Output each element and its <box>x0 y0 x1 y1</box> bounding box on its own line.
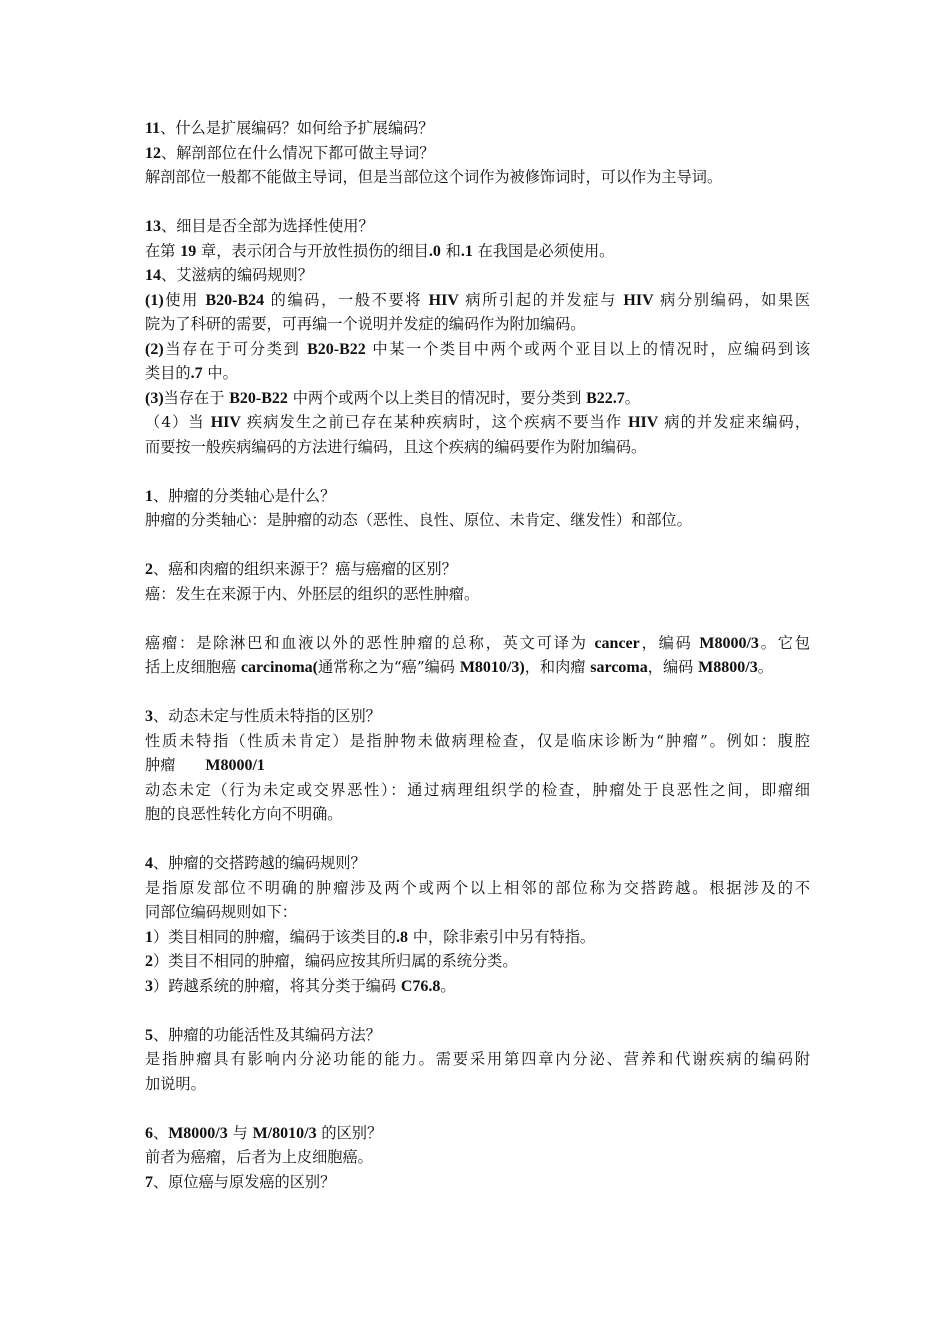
rule-14-4-line-2: 而要按一般疾病编码的方法进行编码，且这个疾病的编码要作为附加编码。 <box>145 437 647 456</box>
tumor-question-5: 5、肿瘤的功能活性及其编码方法？ <box>145 1025 381 1044</box>
paragraph-gap <box>145 533 810 558</box>
tumor-question-6: 6、M8000/3 与 M/8010/3 的区别？ <box>145 1123 383 1142</box>
question-12: 12、解剖部位在什么情况下都可做主导词？ <box>145 143 435 162</box>
question-11: 11、什么是扩展编码？如何给予扩展编码？ <box>145 119 434 137</box>
question-14: 14、艾滋病的编码规则？ <box>145 266 313 284</box>
tumor-question-7: 7、原位癌与原发癌的区别？ <box>145 1172 336 1191</box>
tumor-question-4: 4、肿瘤的交搭跨越的编码规则？ <box>145 854 366 872</box>
answer-13: 在第 19 章，表示闭合与开放性损伤的细目.0 和.1 在我国是必须使用。 <box>145 241 615 260</box>
tumor-rule-4-2: 2）类目不相同的肿瘤，编码应按其所归属的系统分类。 <box>145 952 518 970</box>
tumor-answer-3-line-1: 性质未特指（性质未肯定）是指肿物未做病理检查，仅是临床诊断为“肿瘤”。例如：腹腔 <box>145 731 810 750</box>
paragraph-gap <box>145 827 810 852</box>
paragraph-gap <box>145 606 810 631</box>
tumor-answer-5-line-2: 加说明。 <box>145 1074 206 1093</box>
rule-14-4-line-1: （4）当 HIV 疾病发生之前已存在某种疾病时，这个疾病不要当作 HIV 病的并发症来编码， <box>145 413 811 431</box>
tumor-answer-1: 肿瘤的分类轴心：是肿瘤的动态（恶性、良性、原位、未肯定、继发性）和部位。 <box>145 511 692 529</box>
question-13: 13、细目是否全部为选择性使用？ <box>145 217 374 235</box>
rule-14-3: (3)当存在于 B20-B22 中两个或两个以上类目的情况时，要分类到 B22.7。 <box>145 388 640 407</box>
paragraph-gap <box>145 998 810 1023</box>
tumor-answer-2-line-3: 括上皮细胞癌 carcinoma(通常称之为“癌”编码 M8010/3)，和肉瘤 sarcoma，编码 M8800/3。 <box>145 658 773 676</box>
tumor-question-3: 3、动态未定与性质未特指的区别？ <box>145 707 381 725</box>
tumor-answer-3-line-4: 胞的良恶性转化方向不明确。 <box>145 805 343 823</box>
tumor-answer-4-line-1: 是指原发部位不明确的肿瘤涉及两个或两个以上相邻的部位称为交搭跨越。根据涉及的不 <box>145 878 810 897</box>
tumor-rule-4-3: 3）跨越系统的肿瘤，将其分类于编码 C76.8。 <box>145 976 456 995</box>
tumor-answer-5-line-1: 是指肿瘤具有影响内分泌功能的能力。需要采用第四章内分泌、营养和代谢疾病的编码附 <box>145 1050 810 1068</box>
answer-12: 解剖部位一般都不能做主导词，但是当部位这个词作为被修饰词时，可以作为主导词。 <box>145 168 723 186</box>
rule-14-2-line-2: 类目的.7 中。 <box>145 364 238 382</box>
tumor-rule-4-1: 1）类目相同的肿瘤，编码于该类目的.8 中，除非索引中另有特指。 <box>145 927 596 946</box>
tumor-answer-6: 前者为癌瘤，后者为上皮细胞癌。 <box>145 1148 373 1166</box>
tumor-answer-2-line-1: 癌：发生在来源于内、外胚层的组织的恶性肿瘤。 <box>145 584 480 603</box>
document-page <box>145 116 810 1194</box>
paragraph-gap <box>145 1096 810 1121</box>
tumor-question-1: 1、肿瘤的分类轴心是什么？ <box>145 486 336 505</box>
paragraph-gap <box>145 190 810 215</box>
rule-14-1-line-1: (1)使用 B20-B24 的编码，一般不要将 HIV 病所引起的并发症与 HIV 病分别编码，如果医 <box>145 290 811 309</box>
tumor-answer-3-line-3: 动态未定（行为未定或交界恶性）：通过病理组织学的检查，肿瘤处于良恶性之间，即瘤细 <box>145 780 810 799</box>
tumor-answer-4-line-2: 同部位编码规则如下： <box>145 903 297 921</box>
rule-14-2-line-1: (2)当存在于可分类到 B20-B22 中某一个类目中两个或两个亚目以上的情况时，应编码到该 <box>145 339 811 358</box>
tumor-answer-3-line-2: 肿瘤 M8000/1 <box>145 756 265 774</box>
paragraph-gap <box>145 459 810 484</box>
tumor-question-2: 2、癌和肉瘤的组织来源于？癌与癌瘤的区别？ <box>145 560 457 578</box>
tumor-answer-2-line-2: 癌瘤：是除淋巴和血液以外的恶性肿瘤的总称，英文可译为 cancer，编码 M8000/3。它包 <box>145 633 811 652</box>
rule-14-1-line-2: 院为了科研的需要，可再编一个说明并发症的编码作为附加编码。 <box>145 315 586 333</box>
paragraph-gap <box>145 680 810 705</box>
